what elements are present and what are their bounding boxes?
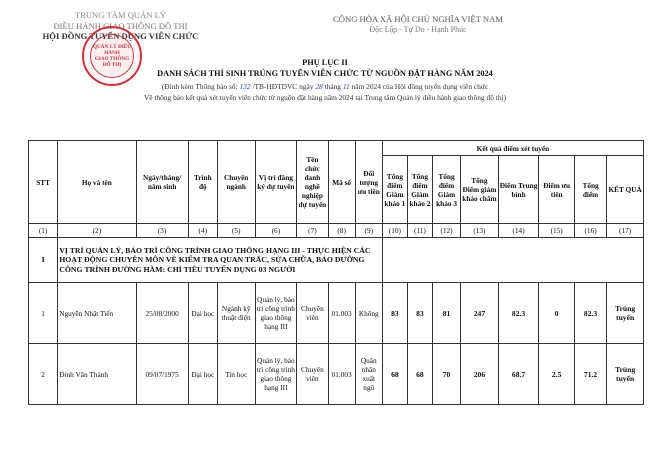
cell-total-grader: 247 [461,283,499,344]
cell-result: Trúng tuyển [607,283,644,344]
table-row [29,283,644,344]
cell-dob: 09/07/1975 [136,344,188,405]
cell-e3: 81 [432,283,460,344]
col-number: (15) [539,224,574,238]
col-total: Tổng điểm [574,156,606,224]
col-avg: Điểm Trung bình [498,156,539,224]
country-name: CỘNG HÒA XÃ HỘI CHỦ NGHĨA VIỆT NAM [333,14,503,24]
cell-job: Chuyên viên [297,344,328,405]
cell-name: Đinh Văn Thành [58,344,136,405]
notice-month: 11 [342,82,350,91]
cell-code: 01.003 [328,344,355,405]
col-number: (8) [328,224,355,238]
col-number: (16) [574,224,606,238]
document-subtitle-1 [0,82,650,91]
notice-day: 28 [315,82,323,91]
col-results-group: Kết quả điểm xét tuyển [382,141,643,156]
notice-number: 132 [239,82,251,91]
col-number: (6) [255,224,297,238]
cell-major: Ngành kỹ thuật điện [217,283,255,344]
col-number: (4) [188,224,217,238]
section-index: I [29,238,58,283]
cell-result: Trúng tuyển [607,344,644,405]
cell-total-grader: 206 [461,344,499,405]
cell-priority-obj: Quân nhân xuất ngũ [355,344,382,405]
agency-name: TRUNG TÂM QUẢN LÝ [74,10,167,20]
cell-e1: 83 [382,283,407,344]
national-motto: Độc Lập - Tự Do - Hạnh Phúc [369,24,467,34]
col-number: (12) [432,224,460,238]
national-header [318,14,518,35]
col-number: (11) [407,224,432,238]
col-name: Họ và tên [58,141,136,224]
col-number: (9) [355,224,382,238]
cell-major: Tin học [217,344,255,405]
col-bonus: Điểm ưu tiên [539,156,574,224]
col-number: (2) [58,224,136,238]
col-stt: STT [29,141,58,224]
col-dob: Ngày/tháng/ năm sinh [136,141,188,224]
col-e1: Tổng điểm Giám khảo 1 [382,156,407,224]
cell-bonus: 0 [539,283,574,344]
col-level: Trình độ [188,141,217,224]
seal-text-2: GIAO THÔNG [94,56,130,62]
table-row [29,344,644,405]
cell-level: Đại học [188,283,217,344]
section-row [29,238,644,283]
cell-e3: 70 [432,344,460,405]
header-row-1 [29,141,644,156]
col-number: (5) [217,224,255,238]
col-major: Chuyên ngành [217,141,255,224]
cell-level: Đại học [188,344,217,405]
cell-position: Quản lý, bảo trì công trình giao thông hạng III [255,344,297,405]
cell-total: 71.2 [574,344,606,405]
column-number-row [29,224,644,238]
col-result: KẾT QUẢ [607,156,644,224]
col-e2: Tổng điểm Giám khảo 2 [407,156,432,224]
col-number: (10) [382,224,407,238]
sub1-suffix: năm 2024 của Hội đồng tuyển dụng viên chức [351,82,489,91]
cell-dob: 25/08/2000 [136,283,188,344]
section-blank [382,238,643,283]
seal-text-1: QUẢN LÝ ĐIỀU HÀNH [92,44,132,56]
appendix-label: PHỤ LỤC II [302,58,348,67]
col-number: (3) [136,224,188,238]
sub1-prefix: (Đính kèm Thông báo số: [161,82,238,91]
col-number: (13) [461,224,499,238]
cell-job: Chuyên viên [297,283,328,344]
cell-stt: 2 [29,344,58,405]
cell-total: 82.3 [574,283,606,344]
cell-stt: 1 [29,283,58,344]
col-number: (17) [607,224,644,238]
cell-e2: 68 [407,344,432,405]
sub1-month-word: tháng [324,82,341,91]
col-position: Vị trí đăng ký dự tuyển [255,141,297,224]
council-name: HỘI ĐỒNG TUYỂN DỤNG VIÊN CHỨC [42,31,199,41]
col-priority-obj: Đối tượng ưu tiên [355,141,382,224]
cell-avg: 68.7 [498,344,539,405]
seal-text-3: ĐÔ THỊ [102,62,122,68]
cell-name: Nguyễn Nhật Tiến [58,283,136,344]
agency-subname: ĐIỀU HÀNH GIAO THÔNG ĐÔ THỊ [53,20,188,31]
cell-bonus: 2.5 [539,344,574,405]
document-subtitle-2: Về thông báo kết quả xét tuyển viên chức từ nguồn đặt hàng năm 2024 tại Trung tâm Quản lý điều hành giao thông đô thị) [143,93,507,102]
cell-code: 01.003 [328,283,355,344]
cell-position: Quản lý, bảo trì công trình giao thông hạng III [255,283,297,344]
cell-avg: 82.3 [498,283,539,344]
col-number: (1) [29,224,58,238]
cell-priority-obj: Không [355,283,382,344]
sub1-mid: /TB-HĐTDVC ngày [252,82,314,91]
col-total-grader: Tổng Điểm giám khảo chấm [461,156,499,224]
col-number: (7) [297,224,328,238]
col-code: Mã số [328,141,355,224]
cell-e2: 83 [407,283,432,344]
section-title: VỊ TRÍ QUẢN LÝ, BẢO TRÌ CÔNG TRÌNH GIAO THÔNG HẠNG III - THỰC HIỆN CÁC HOẠT ĐỘNG CHUYÊN MÔN VỀ KIỂM TRA QUAN TRẮC, SỬA CHỮA, BẢO DƯỠNG CÔNG TRÌNH ĐƯỜNG HẦM: CHỈ TIÊU TUYỂN DỤNG 03 NGƯỜI [58,238,383,283]
col-job: Tên chức danh nghề nghiệp dự tuyển [297,141,328,224]
col-number: (14) [498,224,539,238]
results-table [28,140,644,405]
cell-e1: 68 [382,344,407,405]
document-title: DANH SÁCH THÍ SINH TRÚNG TUYỂN VIÊN CHỨC TỪ NGUỒN ĐẶT HÀNG NĂM 2024 [157,69,493,78]
col-e3: Tổng điểm Giám khảo 3 [432,156,460,224]
